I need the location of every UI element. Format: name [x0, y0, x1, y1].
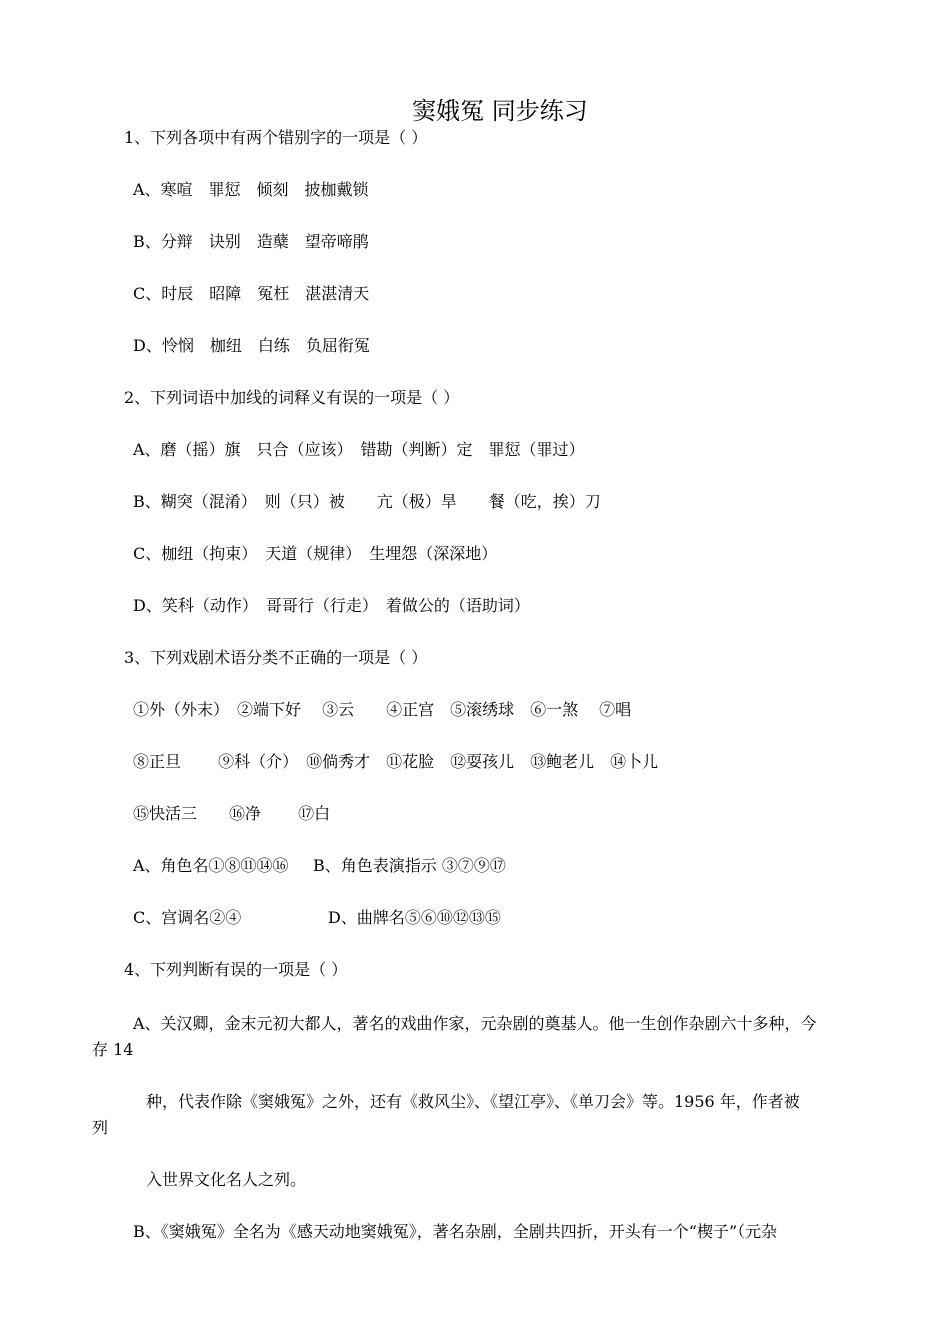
question-4-option-a-line-5: 入世界文化名人之列。	[146, 1170, 307, 1189]
question-2-stem: 2、下列词语中加线的词释义有误的一项是（ ）	[124, 388, 460, 407]
question-2-option-c: C、枷纽（拘束） 天道（规律） 生埋怨（深深地）	[133, 544, 498, 563]
question-4-option-a-line-2: 存 14	[92, 1040, 134, 1059]
question-4-option-b-line-1: B、《窦娥冤》全名为《感天动地窦娥冤》，著名杂剧，全剧共四折，开头有一个“楔子”（元杂	[133, 1222, 778, 1241]
question-2-option-a: A、磨（摇）旗 只合（应该） 错勘（判断）定 罪愆（罪过）	[133, 440, 585, 459]
question-3-items-row-3: ⑮快活三 ⑯净 ⑰白	[133, 804, 331, 823]
question-4-option-a-line-3: 种，代表作除《窦娥冤》之外，还有《救风尘》、《望江亭》、《单刀会》等。1956 年，作者被	[146, 1092, 800, 1111]
question-1-stem: 1、下列各项中有两个错别字的一项是（ ）	[124, 128, 428, 147]
question-3-option-c: C、宫调名②④	[133, 908, 242, 927]
question-4-option-a-line-1: A、关汉卿，金末元初大都人，著名的戏曲作家，元杂剧的奠基人。他一生创作杂剧六十多种，今	[133, 1014, 817, 1033]
question-1-option-d: D、怜悯 枷纽 白练 负屈衔冤	[133, 336, 370, 355]
page-title: 窦娥冤 同步练习	[412, 97, 588, 125]
question-3-items-row-2: ⑧正旦 ⑨科（介） ⑩倘秀才 ⑪花脸 ⑫耍孩儿 ⑬鲍老儿 ⑭卜儿	[133, 752, 659, 771]
question-4-stem: 4、下列判断有误的一项是（ ）	[124, 960, 348, 979]
question-1-option-b: B、分辩 诀别 造蘖 望帝啼鹃	[133, 232, 369, 251]
question-1-option-c: C、时辰 昭障 冤枉 湛湛清天	[133, 284, 370, 303]
question-3-option-b: B、角色表演指示 ③⑦⑨⑰	[313, 856, 506, 875]
question-2-option-b: B、糊突（混淆） 则（只）被 亢（极）旱 餐（吃，挨）刀	[133, 492, 601, 511]
question-3-items-row-1: ①外（外末） ②端下好 ③云 ④正宫 ⑤滚绣球 ⑥一煞 ⑦唱	[133, 700, 632, 719]
question-3-stem: 3、下列戏剧术语分类不正确的一项是（ ）	[124, 648, 428, 667]
question-2-option-d: D、笑科（动作） 哥哥行（行走） 着做公的（语助词）	[133, 596, 530, 615]
question-4-option-a-line-4: 列	[92, 1118, 109, 1137]
question-3-option-d: D、曲牌名⑤⑥⑩⑫⑬⑮	[328, 908, 501, 927]
question-1-option-a: A、寒喧 罪愆 倾刻 披枷戴锁	[133, 180, 369, 199]
question-3-option-a: A、角色名①⑧⑪⑭⑯	[133, 856, 289, 875]
